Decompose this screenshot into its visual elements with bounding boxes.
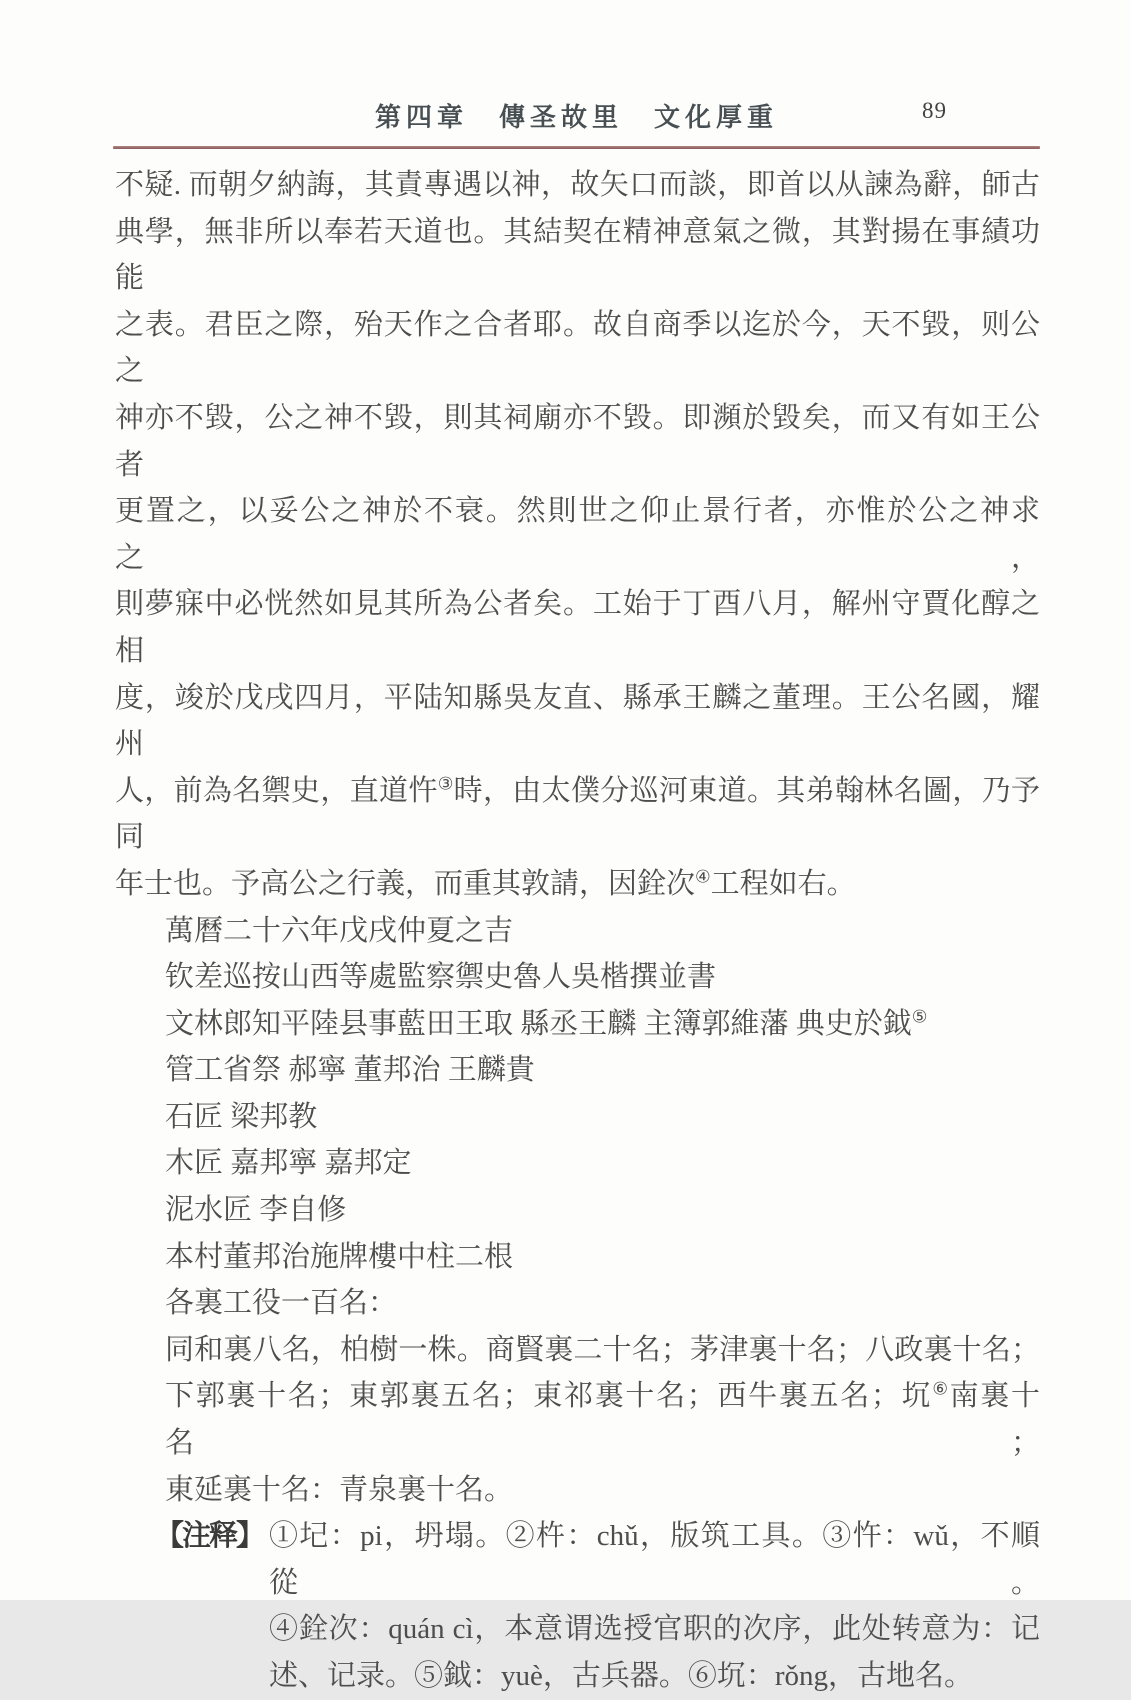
- inscription-list: [115, 908, 1040, 1514]
- inscription-line: 同和裏八名，柏樹一株。商賢裏二十名；茅津裏十名；八政裏十名；: [165, 1333, 1040, 1366]
- footnotes-body: [269, 1513, 1040, 1699]
- header-rule-divider: [113, 146, 1040, 149]
- inscription-line: 管工省祭 郝寧 董邦治 王麟貴: [165, 1054, 535, 1087]
- chapter-title: 第四章 傳圣故里 文化厚重: [374, 103, 778, 132]
- main-paragraph: [115, 162, 1040, 908]
- inscription-line: 下郭裏十名；東郭裏五名；東祁裏十名；西牛裏五名；坈⑥南裏十名；: [165, 1378, 1040, 1460]
- paragraph-line: 度，竣於戊戌四月，平陆知縣吳友直、縣承王麟之董理。王公名國，耀州: [115, 681, 1040, 761]
- paragraph-line: 則夢寐中必恍然如見其所為公者矣。工始于丁酉八月，解州守賈化醇之相: [115, 588, 1040, 667]
- page-number: 89: [922, 98, 947, 123]
- inscription-line: 文林郎知平陸县事藍田王取 縣丞王麟 主簿郭維藩 典史於鉞⑤: [165, 1006, 928, 1040]
- inscription-line: 本村董邦治施牌樓中柱二根: [165, 1240, 514, 1273]
- paragraph-line: 典學，無非所以奉若天道也。其結契在精神意氣之微，其對揚在事績功能: [115, 215, 1040, 295]
- inscription-line: 萬曆二十六年戊戌仲夏之吉: [165, 914, 514, 947]
- paragraph-line: 不疑. 而朝夕納誨，其責專遇以神，故矢口而談，即首以从諫為辭，師古: [115, 169, 1040, 201]
- inscription-line: 钦差巡按山西等處監察禦史魯人吳楷撰並書: [165, 961, 717, 994]
- inscription-line: 東延裏十名：青泉裏十名。: [165, 1473, 514, 1506]
- footnote-line: ①圮：pi，坍塌。②杵：chǔ，版筑工具。③忤：wǔ，不順從。: [269, 1520, 1040, 1599]
- inscription-line: 木匠 嘉邦寧 嘉邦定: [165, 1147, 412, 1180]
- page-content: [115, 162, 1040, 1700]
- paragraph-line: 神亦不毀，公之神不毀，則其祠廟亦不毀。即瀕於毀矣，而又有如王公者: [115, 401, 1040, 481]
- footnotes-block: [115, 1513, 1040, 1699]
- paragraph-line: 更置之，以妥公之神於不衰。然則世之仰止景行者，亦惟於公之神求之，: [115, 495, 1040, 574]
- footnote-line: 述、记录。⑤鉞：yuè，古兵器。⑥坈：rǒng，古地名。: [269, 1660, 974, 1692]
- paragraph-line: 之表。君臣之際，殆天作之合者耶。故自商季以迄於今，天不毀，则公之: [115, 308, 1040, 388]
- paragraph-line: 人，前為名禦史，直道忤③時，由太僕分巡河東道。其弟翰林名圖，乃予同: [115, 773, 1040, 854]
- page-header: [113, 97, 1040, 137]
- inscription-line: 石匠 梁邦教: [165, 1100, 318, 1133]
- footnote-line: ④銓次：quán cì，本意谓选授官职的次序，此处转意为：记: [269, 1613, 1040, 1646]
- inscription-line: 各裏工役一百名：: [165, 1287, 398, 1320]
- footnotes-label: 【注释】: [155, 1520, 264, 1553]
- inscription-line: 泥水匠 李自修: [165, 1194, 347, 1227]
- paragraph-line: 年士也。予高公之行義，而重其敦請，因銓次④工程如右。: [115, 866, 856, 900]
